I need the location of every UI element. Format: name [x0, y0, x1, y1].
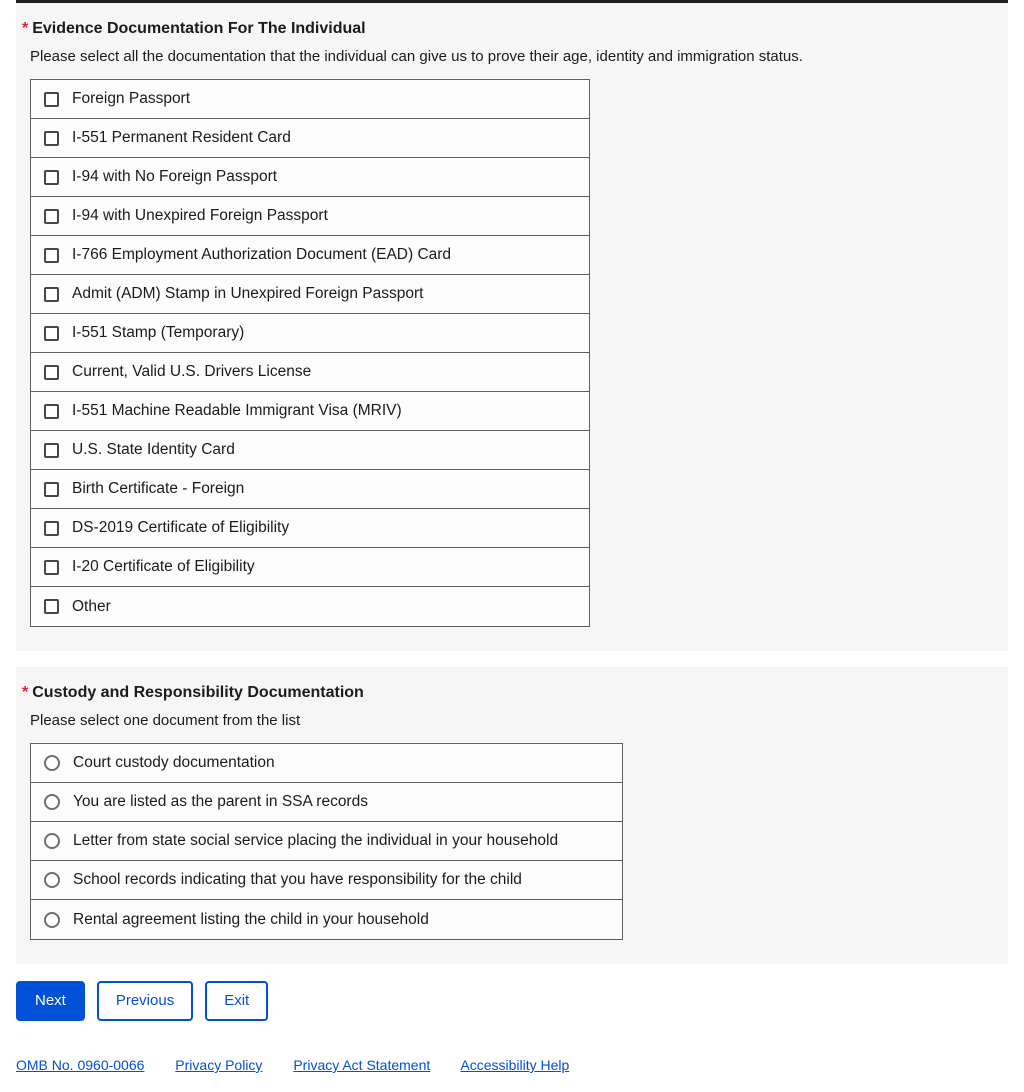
previous-button[interactable]: Previous — [97, 981, 193, 1021]
checkbox-option-label: I-551 Machine Readable Immigrant Visa (MRIV) — [72, 402, 402, 419]
checkbox-option-label: I-94 with Unexpired Foreign Passport — [72, 207, 328, 224]
evidence-section-title — [22, 19, 994, 39]
checkbox-icon[interactable] — [44, 170, 59, 185]
checkbox-option-row[interactable] — [31, 314, 589, 353]
checkbox-option-row[interactable] — [31, 431, 589, 470]
radio-option-label: Rental agreement listing the child in your household — [73, 910, 429, 928]
checkbox-icon[interactable] — [44, 404, 59, 419]
evidence-section-title-text: Evidence Documentation For The Individual — [32, 20, 366, 37]
evidence-checkbox-list — [30, 79, 590, 627]
custody-section-title-text: Custody and Responsibility Documentation — [32, 684, 364, 701]
checkbox-icon[interactable] — [44, 521, 59, 536]
checkbox-icon[interactable] — [44, 209, 59, 224]
radio-option-row[interactable] — [31, 822, 622, 861]
checkbox-option-row[interactable] — [31, 509, 589, 548]
radio-option-row[interactable] — [31, 900, 622, 939]
radio-button-icon[interactable] — [44, 872, 60, 888]
checkbox-icon[interactable] — [44, 365, 59, 380]
accessibility-help-link[interactable]: Accessibility Help — [460, 1057, 570, 1073]
checkbox-option-label: DS-2019 Certificate of Eligibility — [72, 519, 290, 536]
custody-radio-list — [30, 743, 623, 940]
footer-links — [16, 1057, 1008, 1073]
required-asterisk: * — [22, 684, 29, 701]
omb-number-link[interactable]: OMB No. 0960-0066 — [16, 1057, 145, 1073]
checkbox-option-row[interactable] — [31, 158, 589, 197]
exit-button[interactable]: Exit — [205, 981, 268, 1021]
custody-section-description: Please select one document from the list — [30, 712, 301, 729]
checkbox-option-label: Other — [72, 597, 111, 615]
checkbox-icon[interactable] — [44, 443, 59, 458]
checkbox-icon[interactable] — [44, 287, 59, 302]
checkbox-option-label: Current, Valid U.S. Drivers License — [72, 363, 312, 380]
radio-button-icon[interactable] — [44, 833, 60, 849]
radio-option-row[interactable] — [31, 744, 622, 783]
radio-option-label: School records indicating that you have responsibility for the child — [73, 871, 522, 888]
custody-section-title — [22, 683, 994, 703]
checkbox-icon[interactable] — [44, 599, 59, 614]
checkbox-option-label: I-551 Permanent Resident Card — [72, 129, 291, 146]
checkbox-option-label: I-20 Certificate of Eligibility — [72, 558, 255, 575]
checkbox-option-row[interactable] — [31, 392, 589, 431]
checkbox-icon[interactable] — [44, 131, 59, 146]
checkbox-option-row[interactable] — [31, 197, 589, 236]
checkbox-option-label: Birth Certificate - Foreign — [72, 480, 245, 497]
radio-button-icon[interactable] — [44, 794, 60, 810]
checkbox-option-label: Foreign Passport — [72, 90, 191, 107]
checkbox-option-row[interactable] — [31, 80, 589, 119]
checkbox-option-row[interactable] — [31, 119, 589, 158]
evidence-documentation-section — [16, 0, 1008, 651]
radio-option-label: You are listed as the parent in SSA records — [73, 793, 368, 810]
radio-button-icon[interactable] — [44, 912, 60, 928]
checkbox-icon[interactable] — [44, 560, 59, 575]
privacy-policy-link[interactable]: Privacy Policy — [175, 1057, 263, 1073]
checkbox-option-row[interactable] — [31, 470, 589, 509]
checkbox-option-label: I-94 with No Foreign Passport — [72, 168, 278, 185]
radio-option-label: Letter from state social service placing the individual in your household — [73, 832, 559, 849]
radio-option-label: Court custody documentation — [73, 754, 275, 771]
radio-option-row[interactable] — [31, 783, 622, 822]
privacy-act-statement-link[interactable]: Privacy Act Statement — [293, 1057, 431, 1073]
radio-button-icon[interactable] — [44, 755, 60, 771]
form-navigation — [16, 981, 1008, 1021]
radio-option-row[interactable] — [31, 861, 622, 900]
checkbox-option-label: Admit (ADM) Stamp in Unexpired Foreign Passport — [72, 285, 424, 302]
checkbox-icon[interactable] — [44, 92, 59, 107]
next-button[interactable]: Next — [16, 981, 85, 1021]
checkbox-option-row[interactable] — [31, 353, 589, 392]
custody-documentation-section — [16, 667, 1008, 964]
checkbox-option-label: I-551 Stamp (Temporary) — [72, 324, 245, 341]
checkbox-icon[interactable] — [44, 482, 59, 497]
checkbox-option-row[interactable] — [31, 548, 589, 587]
checkbox-option-label: I-766 Employment Authorization Document (EAD) Card — [72, 246, 452, 263]
checkbox-icon[interactable] — [44, 326, 59, 341]
checkbox-icon[interactable] — [44, 248, 59, 263]
checkbox-option-row[interactable] — [31, 275, 589, 314]
checkbox-option-label: U.S. State Identity Card — [72, 441, 235, 458]
evidence-section-description: Please select all the documentation that the individual can give us to prove their age, identity and immigration status. — [30, 48, 803, 65]
checkbox-option-row[interactable] — [31, 587, 589, 626]
required-asterisk: * — [22, 20, 29, 37]
checkbox-option-row[interactable] — [31, 236, 589, 275]
